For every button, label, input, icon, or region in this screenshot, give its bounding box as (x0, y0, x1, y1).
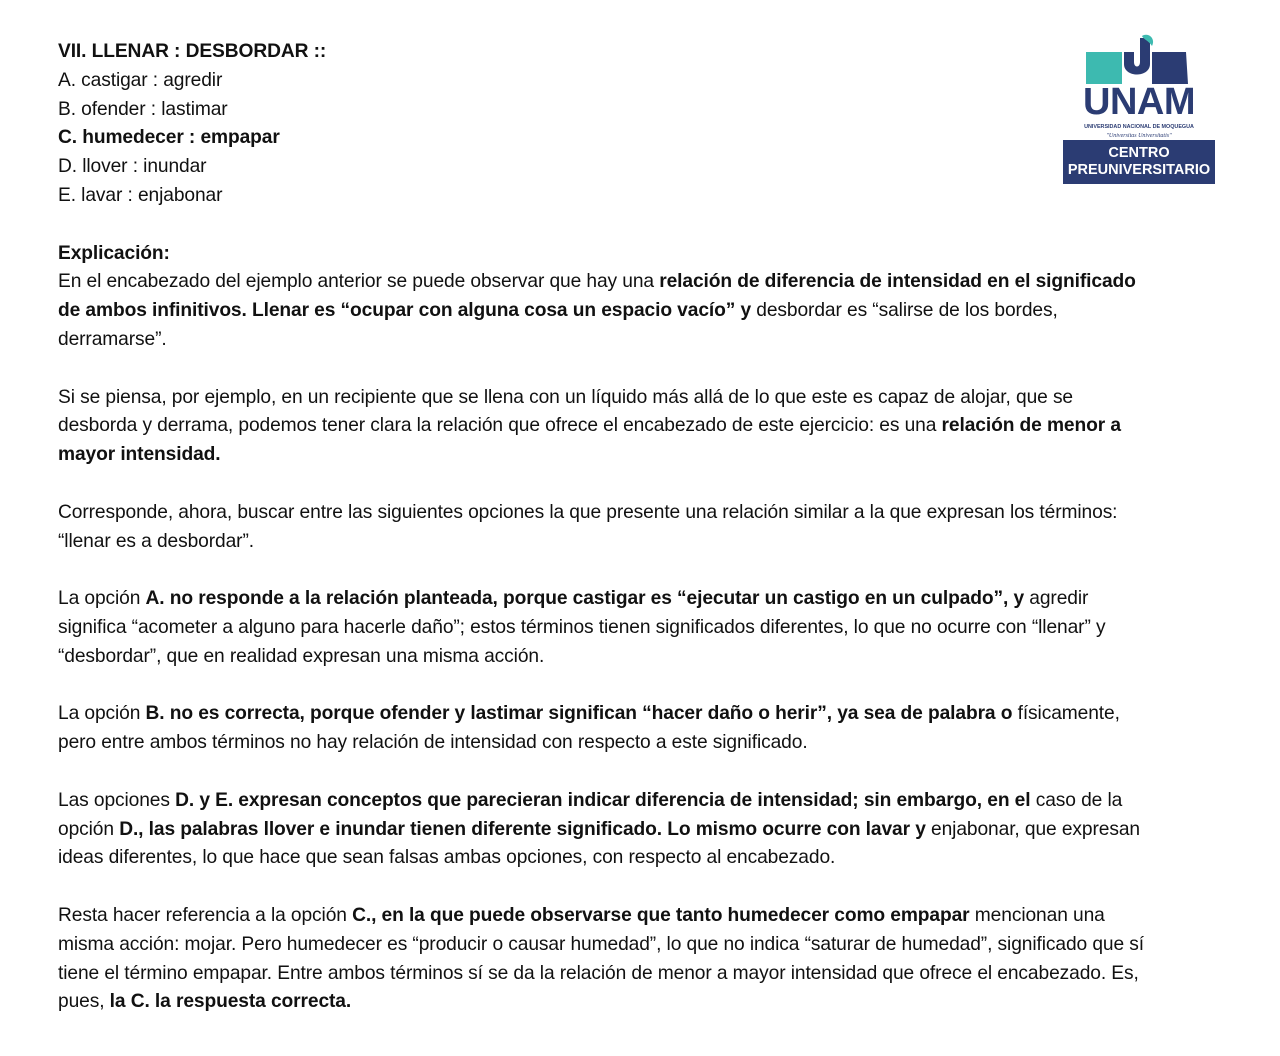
logo-band (1063, 140, 1215, 184)
text-span: físicamente, (1012, 703, 1120, 725)
logo-subtitle: UNIVERSIDAD NACIONAL DE MOQUEGUA (1084, 124, 1194, 130)
paragraph-line: pero entre ambos términos no hay relación de intensidad con respecto a este significado. (58, 732, 808, 754)
logo-motto: "Universitas Universitatis" (1106, 133, 1172, 139)
explanation-paragraph-4 (58, 585, 1198, 671)
logo-wordmark: UNAM (1083, 81, 1195, 123)
option-e: E. lavar : enjabonar (58, 184, 223, 206)
paragraph-line: derramarse”. (58, 328, 167, 350)
explanation-paragraph-5 (58, 700, 1198, 758)
paragraph-line (58, 787, 1198, 816)
text-span: pues, (58, 991, 110, 1013)
paragraph-line (58, 988, 1198, 1017)
text-span: La opción (58, 703, 146, 725)
option-b: B. ofender : lastimar (58, 98, 228, 120)
text-span: Las opciones (58, 789, 176, 811)
spacer (58, 758, 1198, 787)
question-title: VII. LLENAR : DESBORDAR :: (58, 41, 327, 62)
spacer (58, 873, 1198, 902)
paragraph-line: Si se piensa, por ejemplo, en un recipiente que se llena con un líquido más allá de lo que este es capaz de alojar, que se (58, 386, 1074, 408)
bold-span: D., las palabras llover e inundar tienen diferente significado. Lo mismo ocurre con lavar y (119, 818, 926, 840)
spacer (58, 470, 1198, 499)
explanation-paragraph-6 (58, 787, 1198, 873)
text-span: La opción (58, 588, 146, 610)
paragraph-line: misma acción: mojar. Pero humedecer es “producir o causar humedad”, lo que no indica “saturar de humedad”, significado que sí (58, 933, 1145, 955)
paragraph-line (58, 700, 1198, 729)
bold-span: C., en la que puede observarse que tanto humedecer como empapar (352, 904, 970, 926)
paragraph-line (58, 268, 1198, 297)
option-d: D. llover : inundar (58, 156, 207, 178)
paragraph-line: significa “acometer a alguno para hacerle daño”; estos términos tienen significados diferentes, lo que no ocurre con “llenar” y (58, 616, 1106, 638)
document-body (58, 38, 1198, 1017)
bold-span: relación de menor a (941, 415, 1121, 437)
paragraph-line: tiene el término empapar. Entre ambos términos sí se da la relación de menor a mayor intensidad que ofrece el encabezado. Es, (58, 962, 1139, 984)
text-span: enjabonar, que expresan (925, 818, 1140, 840)
option-a: A. castigar : agredir (58, 69, 223, 91)
paragraph-line (58, 412, 1198, 441)
bold-span: la C. la respuesta correcta. (109, 991, 352, 1013)
logo-band-line1: CENTRO (1108, 145, 1170, 161)
spacer (58, 211, 1198, 240)
unam-logo (1060, 32, 1218, 186)
text-span: desborda y derrama, podemos tener clara la relación que ofrece el encabezado de este ejercicio: es una (58, 415, 942, 437)
text-span: Resta hacer referencia a la opción (58, 904, 353, 926)
bold-span: relación de diferencia de intensidad en el significado (659, 271, 1136, 293)
explanation-paragraph-2 (58, 384, 1198, 470)
explanation-paragraph-7 (58, 902, 1198, 1017)
explanation-paragraph-3 (58, 499, 1198, 557)
bold-span: A. no responde a la relación planteada, porque castigar es “ejecutar un castigo en un culpado”, y (145, 588, 1025, 610)
paragraph-line (58, 585, 1198, 614)
text-span: opción (58, 818, 120, 840)
explanation-heading: Explicación: (58, 242, 170, 264)
paragraph-line: mayor intensidad. (58, 444, 221, 466)
paragraph-line: Corresponde, ahora, buscar entre las siguientes opciones la que presente una relación similar a la que expresan los términos: (58, 501, 1118, 523)
text-span: mencionan una (969, 904, 1105, 926)
text-span: agredir (1024, 588, 1089, 610)
explanation-paragraph-1 (58, 268, 1198, 354)
spacer (58, 355, 1198, 384)
bold-span: B. no es correcta, porque ofender y lastimar significan “hacer daño o herir”, ya sea de palabra o (145, 703, 1013, 725)
paragraph-line (58, 816, 1198, 845)
option-c-correct: C. humedecer : empapar (58, 127, 280, 149)
paragraph-line (58, 902, 1198, 931)
paragraph-line: “llenar es a desbordar”. (58, 530, 254, 552)
bold-span: D. y E. expresan conceptos que parecieran indicar diferencia de intensidad; sin embargo, en el (175, 789, 1031, 811)
text-span: desbordar es “salirse de los bordes, (751, 300, 1058, 322)
text-span: En el encabezado del ejemplo anterior se puede observar que hay una (58, 271, 660, 293)
bold-span: de ambos infinitivos. Llenar es “ocupar con alguna cosa un espacio vacío” y (58, 300, 752, 322)
paragraph-line: “desbordar”, que en realidad expresan una misma acción. (58, 645, 545, 667)
spacer (58, 556, 1198, 585)
logo-band-line2: PREUNIVERSITARIO (1067, 162, 1211, 178)
spacer (58, 672, 1198, 701)
unam-emblem-icon (1082, 34, 1192, 86)
text-span: caso de la (1030, 789, 1123, 811)
paragraph-line: ideas diferentes, lo que hace que sean falsas ambas opciones, con respecto al encabezado. (58, 847, 836, 869)
paragraph-line (58, 297, 1198, 326)
